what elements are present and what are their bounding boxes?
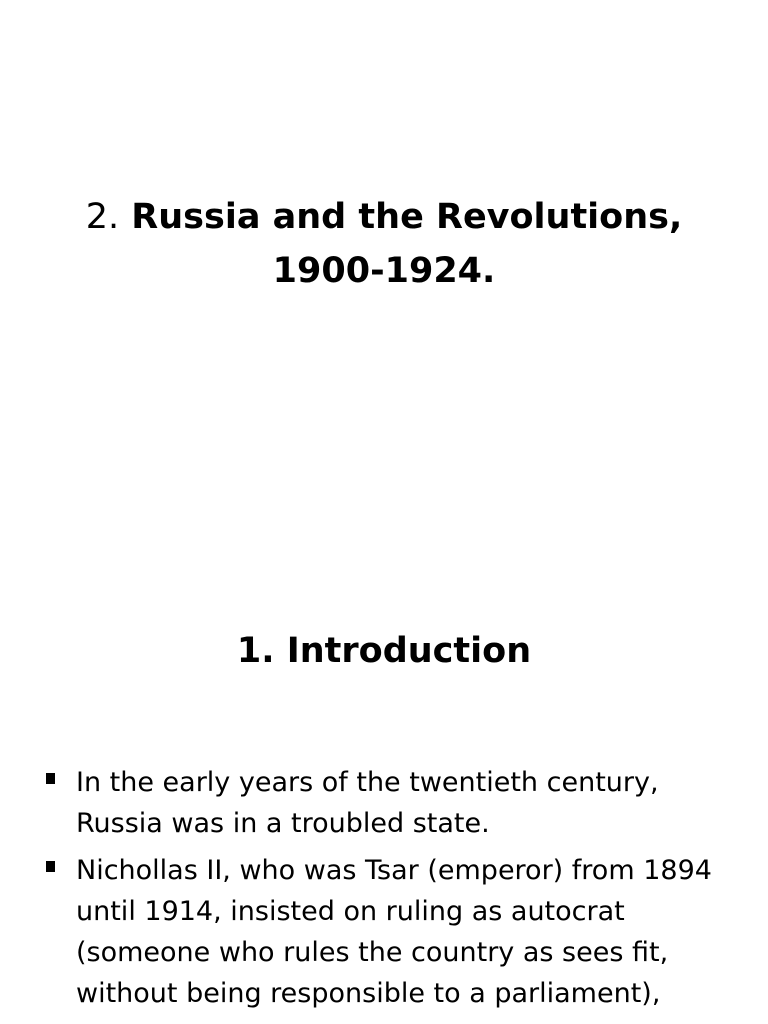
bullet-item <box>44 850 734 1014</box>
title-number: 2. <box>85 197 120 237</box>
bullet-text: Nichollas II, who was Tsar (emperor) from 1894 until 1914, insisted on ruling as autocrat (someone who rules the country as sees fit, without being responsible to a parliament), <box>76 855 712 1009</box>
bullet-list <box>44 762 734 1020</box>
bullet-text: In the early years of the twentieth century, Russia was in a troubled state. <box>76 767 659 839</box>
section-heading: 1. Introduction <box>236 631 532 671</box>
square-bullet-icon <box>46 773 55 784</box>
title-years: 1900-1924. <box>272 251 496 291</box>
slide-title <box>0 190 768 298</box>
bullet-item <box>44 762 734 844</box>
square-bullet-icon <box>46 861 55 872</box>
title-text: Russia and the Revolutions, <box>119 197 683 237</box>
